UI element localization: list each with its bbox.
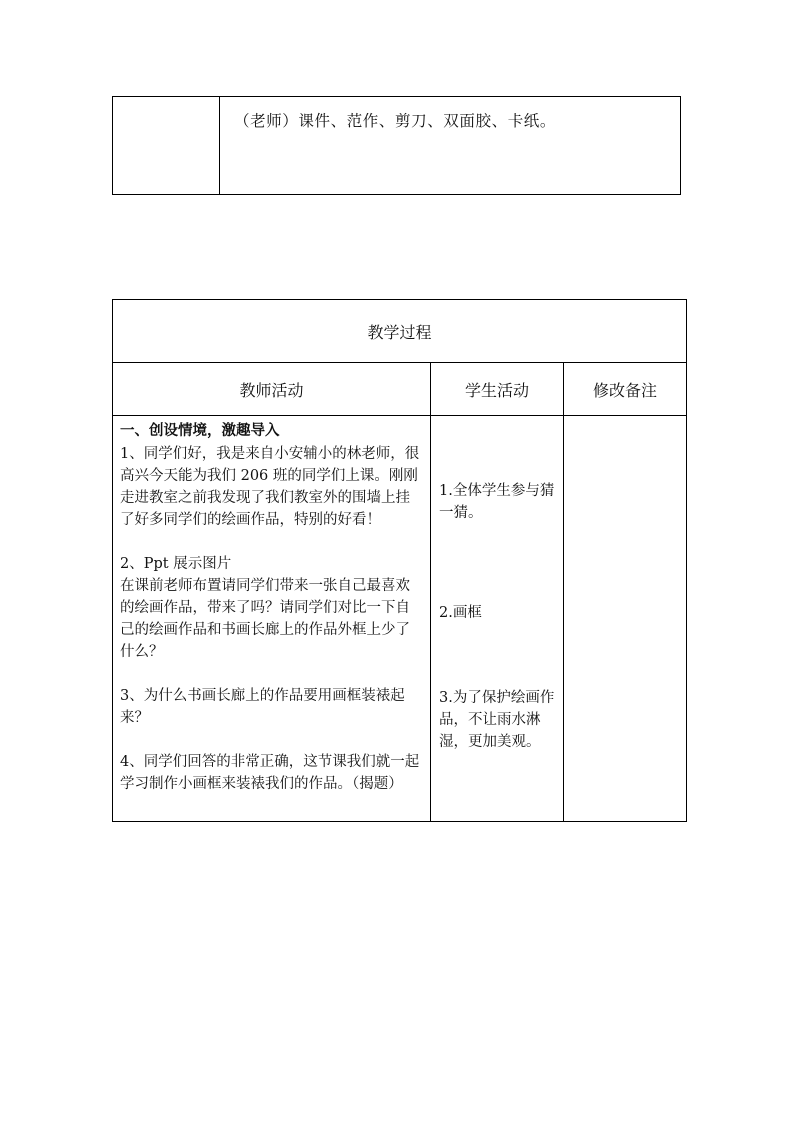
header-revision-notes: 修改备注	[592, 380, 657, 400]
teacher-activity-cell	[113, 416, 431, 821]
teaching-process-table	[112, 299, 687, 822]
table-title: 教学过程	[113, 300, 686, 363]
student-activity-cell	[431, 416, 564, 821]
teacher-step-2-title: 2、Ppt 展示图片	[120, 556, 232, 572]
materials-table	[112, 96, 681, 195]
teacher-step-2-body: 在课前老师布置请同学们带来一张自己最喜欢的绘画作品，带来了吗？请同学们对比一下自己的绘画作品和书画长廊上的作品外框上少了什么？	[120, 578, 410, 660]
materials-text: （老师）课件、范作、剪刀、双面胶、卡纸。	[234, 112, 557, 130]
teacher-step-3: 3、为什么书画长廊上的作品要用画框装裱起来？	[120, 688, 405, 726]
student-response-3: 3.为了保护绘画作品，不让雨水淋湿，更加美观。	[439, 690, 555, 750]
header-teacher-activity: 教师活动	[113, 363, 431, 415]
student-response-2: 2.画框	[439, 605, 482, 621]
table-header-row	[113, 363, 686, 416]
table-body-row	[113, 416, 686, 821]
teacher-step-1: 1、同学们好，我是来自小安辅小的林老师，很高兴今天能为我们 206 班的同学们上课。刚刚走进教室之前我发现了我们教室外的围墙上挂了好多同学们的绘画作品，特别的好看！	[120, 446, 420, 528]
student-response-1: 1.全体学生参与猜一猜。	[439, 483, 555, 521]
header-student-activity: 学生活动	[431, 363, 564, 415]
revision-notes-cell	[564, 416, 686, 821]
section-title: 一、创设情境，激趣导入	[120, 422, 280, 439]
materials-label-cell	[113, 97, 220, 194]
teacher-step-4: 4、同学们回答的非常正确，这节课我们就一起学习制作小画框来装裱我们的作品。（揭题）	[120, 754, 420, 792]
